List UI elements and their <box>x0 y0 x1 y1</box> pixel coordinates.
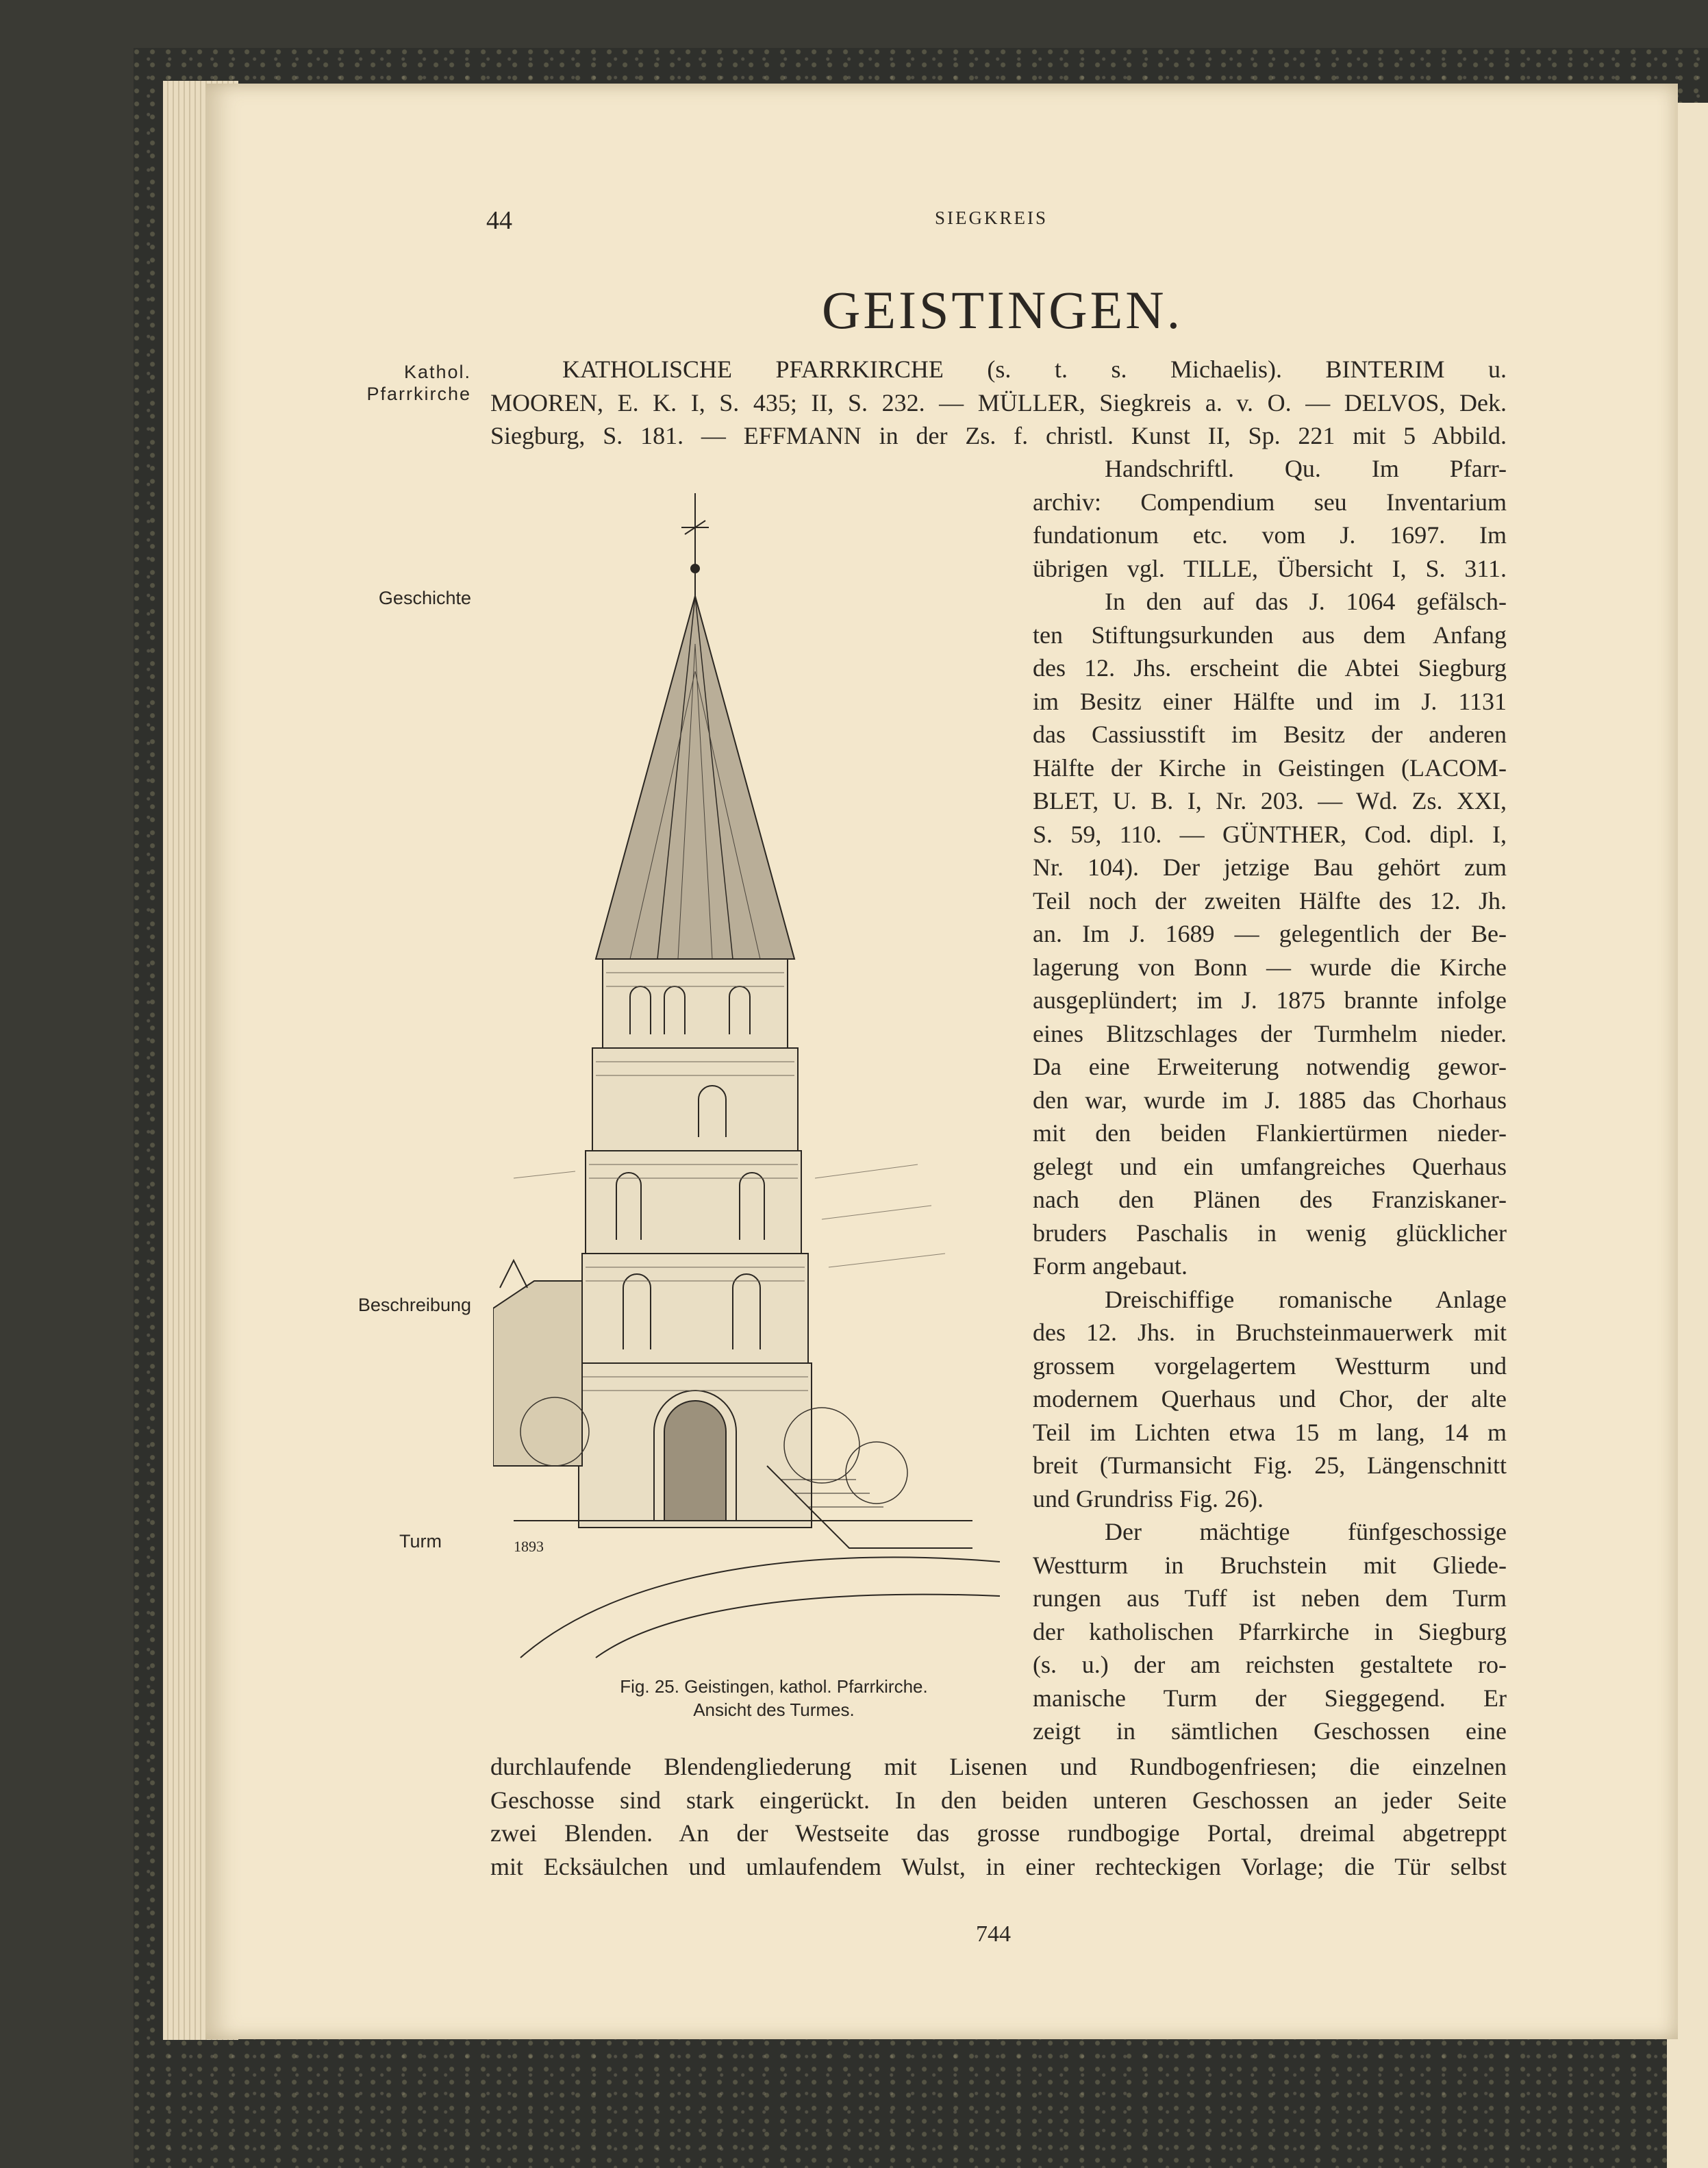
text-line: archiv: Compendium seu Inventarium <box>1033 488 1507 516</box>
text-line: das Cassiusstift im Besitz der anderen <box>1033 721 1507 748</box>
text-line: Form angebaut. <box>1033 1252 1188 1280</box>
text-line: zwei Blenden. An der Westseite das grosse rundbogige Portal, dreimal abgetreppt <box>490 1819 1507 1847</box>
text-line: zeigt in sämtlichen Geschossen eine <box>1033 1717 1507 1745</box>
figure-date: 1893 <box>514 1538 544 1555</box>
text-line: lagerung von Bonn — wurde die Kirche <box>1033 953 1507 981</box>
text-line: gelegt und ein umfangreiches Querhaus <box>1033 1152 1507 1180</box>
running-head: SIEGKREIS <box>935 208 1048 228</box>
text-line: manische Turm der Sieggegend. Er <box>1033 1684 1507 1712</box>
text-line: des 12. Jhs. erscheint die Abtei Siegburg <box>1033 654 1507 682</box>
figure-caption <box>548 1675 1000 1721</box>
text-line: an. Im J. 1689 — gelegentlich der Be- <box>1033 920 1507 947</box>
text-line: und Grundriss Fig. 26). <box>1033 1484 1264 1512</box>
margin-note-beschreibung: Beschreibung <box>357 1295 471 1315</box>
text-line: ten Stiftungsurkunden aus dem Anfang <box>1033 621 1507 649</box>
text-line: übrigen vgl. TILLE, Übersicht I, S. 311. <box>1033 554 1507 582</box>
margin-note-pfarrkirche: Pfarrkirche <box>366 384 471 404</box>
text-line: Der mächtige fünfgeschossige <box>1105 1518 1507 1545</box>
text-line: Geschosse sind stark eingerückt. In den beiden unteren Geschossen an jeder Seite <box>490 1786 1507 1814</box>
text-line: KATHOLISCHE PFARRKIRCHE (s. t. s. Michaelis). BINTERIM u. <box>562 356 1507 383</box>
text-line: mit den beiden Flankiertürmen nieder- <box>1033 1119 1507 1147</box>
margin-note-turm: Turm <box>399 1531 442 1552</box>
text-line: des 12. Jhs. in Bruchsteinmauerwerk mit <box>1033 1319 1507 1346</box>
text-line: Teil noch der zweiten Hälfte des 12. Jh. <box>1033 886 1507 914</box>
text-line: modernem Querhaus und Chor, der alte <box>1033 1385 1507 1412</box>
text-line: Nr. 104). Der jetzige Bau gehört zum <box>1033 854 1507 881</box>
text-line: BLET, U. B. I, Nr. 203. — Wd. Zs. XXI, <box>1033 787 1507 814</box>
text-line: (s. u.) der am reichsten gestaltete ro- <box>1033 1651 1507 1678</box>
page-number: 744 <box>976 1921 1011 1947</box>
text-line: Handschriftl. Qu. Im Pfarr- <box>1105 455 1507 482</box>
text-line: ausgeplündert; im J. 1875 brannte infolge <box>1033 986 1507 1014</box>
margin-note-kathol: Kathol. <box>403 362 471 382</box>
church-tower-illustration <box>493 493 1000 1665</box>
folio-number: 44 <box>486 206 512 235</box>
text-line: S. 59, 110. — GÜNTHER, Cod. dipl. I, <box>1033 820 1507 848</box>
right-column-text <box>1033 452 1507 1748</box>
text-line: fundationum etc. vom J. 1697. Im <box>1033 521 1507 549</box>
text-line: nach den Plänen des Franziskaner- <box>1033 1186 1507 1213</box>
text-line: grossem vorgelagertem Westturm und <box>1033 1351 1507 1380</box>
page-title: GEISTINGEN. <box>822 280 1183 340</box>
caption-line: Ansicht des Turmes. <box>693 1699 855 1720</box>
text-line: MOOREN, E. K. I, S. 435; II, S. 232. — MÜLLER, Siegkreis a. v. O. — DELVOS, Dek. <box>490 388 1507 416</box>
text-line: Siegburg, S. 181. — EFFMANN in der Zs. f. christl. Kunst II, Sp. 221 mit 5 Abbild. <box>490 422 1507 449</box>
text-line: Hälfte der Kirche in Geistingen (LACOM- <box>1033 753 1507 782</box>
text-line: rungen aus Tuff ist neben dem Turm <box>1033 1584 1507 1612</box>
text-line: breit (Turmansicht Fig. 25, Längenschnitt <box>1033 1451 1507 1479</box>
full-width-text <box>490 1750 1507 1883</box>
text-line: Dreischiffige romanische Anlage <box>1105 1285 1507 1313</box>
text-line: bruders Paschalis in wenig glücklicher <box>1033 1219 1507 1247</box>
text-line: der katholischen Pfarrkirche in Siegburg <box>1033 1617 1507 1645</box>
text-line: mit Ecksäulchen und umlaufendem Wulst, in einer rechteckigen Vorlage; die Tür selbst <box>490 1852 1507 1880</box>
text-line: durchlaufende Blendengliederung mit Lisenen und Rundbogenfriesen; die einzelnen <box>490 1753 1507 1780</box>
text-line: In den auf das J. 1064 gefälsch- <box>1105 588 1507 615</box>
margin-note-geschichte: Geschichte <box>378 588 471 608</box>
text-line: im Besitz einer Hälfte und im J. 1131 <box>1033 687 1507 715</box>
caption-line: Fig. 25. Geistingen, kathol. Pfarrkirche. <box>620 1676 928 1697</box>
text-line: Teil im Lichten etwa 15 m lang, 14 m <box>1033 1418 1507 1446</box>
intro-paragraph <box>490 353 1507 453</box>
text-line: eines Blitzschlages der Turmhelm nieder. <box>1033 1019 1507 1047</box>
text-line: Westturm in Bruchstein mit Gliede- <box>1033 1551 1507 1579</box>
text-line: den war, wurde im J. 1885 das Chorhaus <box>1033 1086 1507 1114</box>
text-line: Da eine Erweiterung notwendig gewor- <box>1033 1053 1507 1080</box>
